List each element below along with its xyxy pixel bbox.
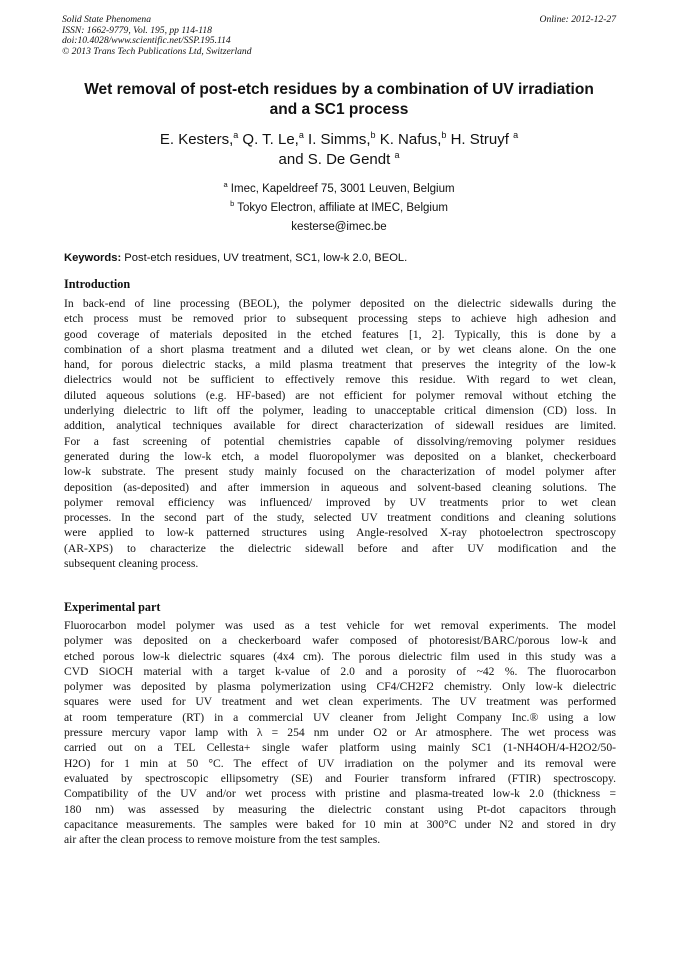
- text-line: polymer was deposited on a checkerboard wafer composed of photoresist/BARC/porous low-k and: [64, 634, 616, 648]
- text-line: were applied to low-k patterned structures using Angle-resolved X-ray photoelectron spectroscopy: [64, 526, 616, 540]
- affiliation-marker: a: [233, 130, 239, 140]
- text-line: For a fast screening of potential chemistries capable of dissolving/removing polymer residues: [64, 434, 616, 448]
- text-line: combination of a short plasma treatment and a diluted wet clean, or by wet cleans alone. On the one: [64, 342, 616, 356]
- keywords-text: Post-etch residues, UV treatment, SC1, low-k 2.0, BEOL.: [121, 252, 408, 264]
- author-name: E. Kesters,: [159, 131, 234, 148]
- text-line: squares were used for UV treatment and wet clean experiments. The UV treatment was performed: [64, 695, 616, 709]
- journal-info: [62, 15, 252, 57]
- text-line: hand, for porous dielectric stacks, a mild plasma treatment that preserves the integrity of the low-k: [64, 358, 616, 372]
- text-line: deposition (as-deposited) and after immersion in aqueous and solvent-based cleaning solutions. The: [64, 480, 616, 494]
- introduction-paragraph: [64, 296, 616, 571]
- affiliation-marker: a: [513, 130, 519, 140]
- title-line: Wet removal of post-etch residues by a combination of UV irradiation: [84, 81, 594, 98]
- text-line: air after the clean process to remove moisture from the test samples.: [64, 833, 381, 847]
- text-line: carried out on a TEL Cellesta+ single wafer platform using mainly SC1 (1-NH4OH/4-H2O2/50-: [64, 741, 616, 755]
- doi-line: doi:10.4028/www.scientific.net/SSP.195.114: [62, 35, 231, 47]
- author-name: H. Struyf: [446, 131, 514, 148]
- experimental-paragraph: [64, 618, 616, 847]
- text-line: H2O) for 1 min at 50 °C. The effect of UV irradiation on the polymer and its removal were: [64, 756, 616, 770]
- author-line: [60, 150, 618, 170]
- text-line: at room temperature (RT) in a commercial UV cleaner from Jelight Company Inc.® using a low: [64, 710, 616, 724]
- text-line: underlying dielectric to lift off the polymer, leading to unacceptable critical dimension (CD) loss. In: [64, 404, 616, 418]
- title-line: and a SC1 process: [269, 101, 409, 118]
- affiliation: [60, 180, 618, 199]
- affiliation-marker: b: [230, 199, 235, 209]
- author-name: Q. T. Le,: [238, 131, 299, 148]
- text-line: subsequent cleaning process.: [64, 557, 199, 571]
- affiliation-marker: a: [223, 180, 228, 190]
- section-heading-experimental: Experimental part: [64, 600, 161, 614]
- affiliation-text: Tokyo Electron, affiliate at IMEC, Belgium: [234, 202, 448, 214]
- author-list: [60, 130, 618, 170]
- author-name: I. Simms,: [303, 131, 371, 148]
- text-line: CVD SiOCH material with a target k-value of 2.0 and a porosity of ~42 %. The fluorocarbon: [64, 664, 616, 678]
- keywords: [64, 251, 616, 266]
- affiliation-marker: a: [394, 150, 400, 160]
- affiliation-marker: a: [298, 130, 304, 140]
- affiliation-marker: b: [441, 130, 447, 140]
- keywords-label: Keywords:: [64, 252, 122, 264]
- text-line: Compatibility of the UV and/or wet process with pristine and plasma-treated low-k 2.0 (thickness =: [64, 787, 616, 801]
- text-line: processes. In the second part of the study, selected UV treatment conditions and cleaning solutions: [64, 511, 616, 525]
- author-name: K. Nafus,: [375, 131, 442, 148]
- text-line: good coverage of materials deposited in the etched features [1, 2]. Typically, this is done by a: [64, 327, 616, 341]
- text-line: low-k substrate. The present study mainly focused on the characterization of model polymer after: [64, 465, 616, 479]
- text-line: etched porous low-k dielectric squares (4x4 cm). The porous dielectric film used in this study was a: [64, 649, 616, 663]
- text-line: diluted aqueous solutions (e.g. HF-based) are not efficient for polymer removal without etching the: [64, 388, 616, 402]
- text-line: addition, analytical techniques available for direct characterization of sidewall residues are limited.: [64, 419, 616, 433]
- author-line: [60, 130, 618, 150]
- author-email[interactable]: kesterse@imec.be: [291, 221, 387, 233]
- text-line: Fluorocarbon model polymer was used as a test vehicle for wet removal experiments. The model: [64, 619, 616, 632]
- section-heading-introduction: Introduction: [64, 277, 131, 291]
- text-line: dielectrics would not be sufficient to effectively remove this residue. With regard to wet clean,: [64, 373, 616, 387]
- issn-line: ISSN: 1662-9779, Vol. 195, pp 114-118: [62, 24, 212, 36]
- text-line: evaluated by spectroscopic ellipsometry (SE) and Fourier transform infrared (FTIR) spectroscopy.: [64, 771, 616, 785]
- text-line: etch process must be removed prior to subsequent processing steps to achieve high adhesion and: [64, 312, 616, 326]
- copyright-line: © 2013 Trans Tech Publications Ltd, Switzerland: [62, 45, 252, 57]
- text-line: 180 nm) was assessed by measuring the dielectric constant using Pt-dot capacitors through: [64, 802, 616, 816]
- journal-name: Solid State Phenomena: [62, 14, 151, 25]
- text-line: (AR-XPS) to characterize the dielectric sidewall before and after UV modification and the: [64, 541, 616, 555]
- text-line: In back-end of line processing (BEOL), the polymer deposited on the dielectric sidewalls during the: [64, 297, 616, 310]
- affiliations: [60, 180, 618, 237]
- text-line: polymer removal efficiency was influenced/ improved by UV treatments prior to wet clean: [64, 495, 616, 509]
- text-line: generated during the low-k etch, a model fluoropolymer was deposited on a blanket, checkerboard: [64, 449, 616, 463]
- affiliation-marker: b: [370, 130, 376, 140]
- paper-title: [60, 80, 618, 120]
- affiliation: [60, 199, 618, 218]
- text-line: polymer was deposited by plasma polymerization using CF4/CH2F2 chemistry. Only low-k dielectric: [64, 680, 616, 694]
- author-name: and S. De Gendt: [278, 151, 395, 168]
- text-line: pressure mercury vapor lamp with λ = 254 nm under O2 or Ar atmosphere. The wet process was: [64, 726, 616, 740]
- text-line: capacitance measurements. The samples were baked for 10 min at 300°C under N2 and stored in dry: [64, 817, 616, 831]
- online-date: Online: 2012-12-27: [539, 14, 616, 25]
- affiliation-text: Imec, Kapeldreef 75, 3001 Leuven, Belgium: [227, 183, 455, 195]
